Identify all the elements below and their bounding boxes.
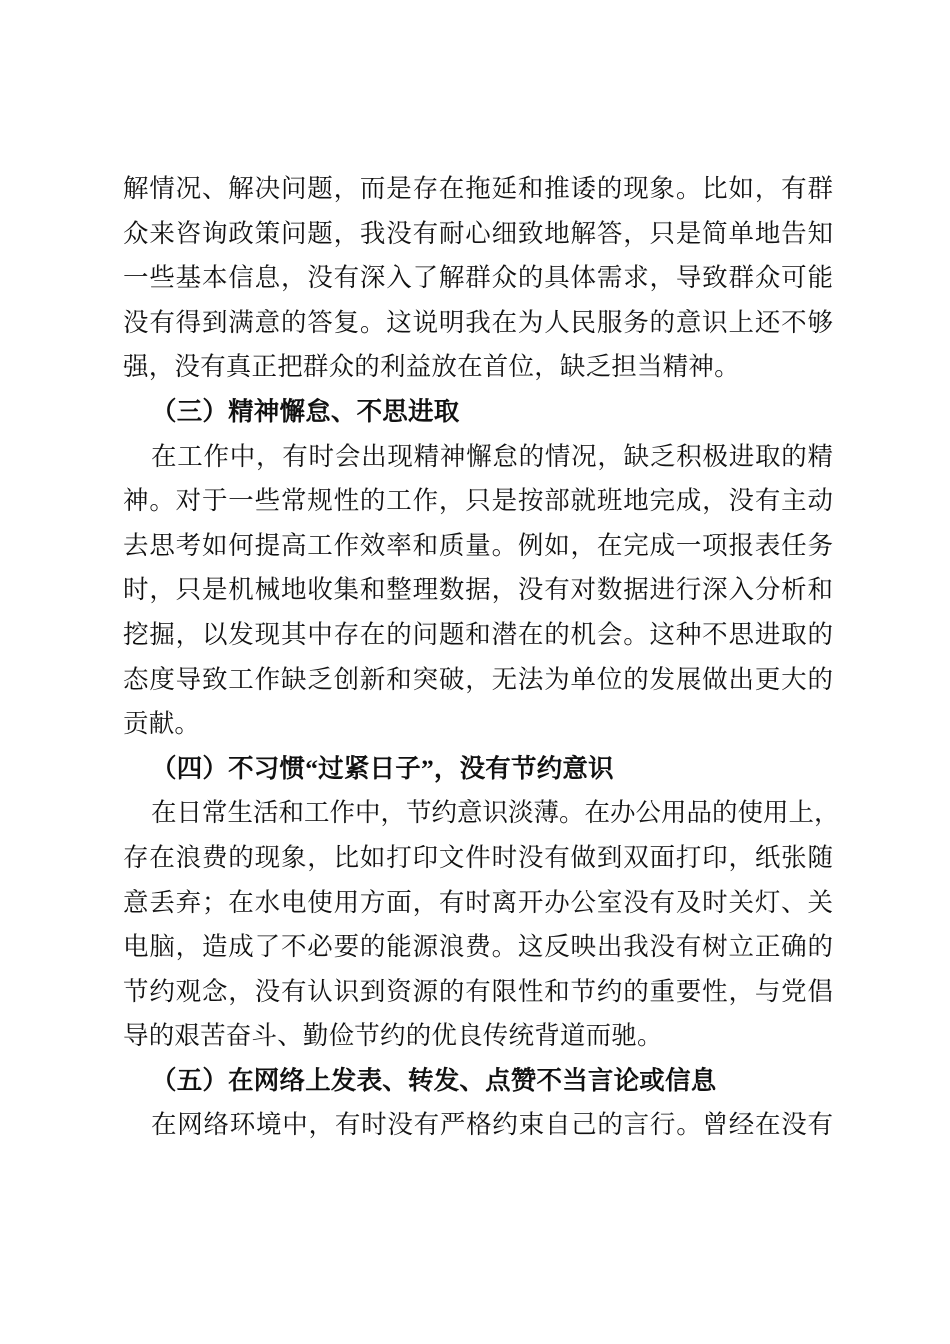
paragraph-line: 在网络环境中，有时没有严格约束自己的言行。曾经在没有 [151,1110,833,1140]
paragraph-line: 众来咨询政策问题，我没有耐心细致地解答，只是简单地告知 [123,218,833,248]
paragraph-line: 去思考如何提高工作效率和质量。例如，在完成一项报表任务 [123,530,833,560]
paragraph-line: 电脑，造成了不必要的能源浪费。这反映出我没有树立正确的 [123,932,833,962]
paragraph-line: 贡献。 [123,709,201,739]
paragraph-line: 存在浪费的现象，比如打印文件时没有做到双面打印，纸张随 [123,842,833,872]
paragraph-line: 态度导致工作缺乏创新和突破，无法为单位的发展做出更大的 [123,664,833,694]
paragraph-line: 时，只是机械地收集和整理数据，没有对数据进行深入分析和 [123,575,833,605]
paragraph-line: 导的艰苦奋斗、勤俭节约的优良传统背道而驰。 [123,1021,663,1051]
paragraph-line: 在工作中，有时会出现精神懈怠的情况，缺乏积极进取的精 [151,441,833,471]
document-text-block [123,167,840,1148]
paragraph-line: 节约观念，没有认识到资源的有限性和节约的重要性，与党倡 [123,976,833,1006]
section-heading-line: （四）不习惯“过紧日子”，没有节约意识 [151,753,614,783]
section-heading-line: （三）精神懈怠、不思进取 [151,396,460,426]
paragraph-line: 在日常生活和工作中，节约意识淡薄。在办公用品的使用上， [151,798,840,828]
paragraph-line: 强，没有真正把群众的利益放在首位，缺乏担当精神。 [123,352,740,382]
paragraph-line: 意丢弃；在水电使用方面，有时离开办公室没有及时关灯、关 [123,887,833,917]
paragraph-line: 一些基本信息，没有深入了解群众的具体需求，导致群众可能 [123,263,833,293]
paragraph-line: 没有得到满意的答复。这说明我在为人民服务的意识上还不够 [123,307,833,337]
section-heading-line: （五）在网络上发表、转发、点赞不当言论或信息 [151,1065,717,1095]
paragraph-line: 神。对于一些常规性的工作，只是按部就班地完成，没有主动 [123,486,833,516]
paragraph-line: 挖掘，以发现其中存在的问题和潜在的机会。这种不思进取的 [123,619,833,649]
paragraph-line: 解情况、解决问题，而是存在拖延和推诿的现象。比如，有群 [123,174,833,203]
